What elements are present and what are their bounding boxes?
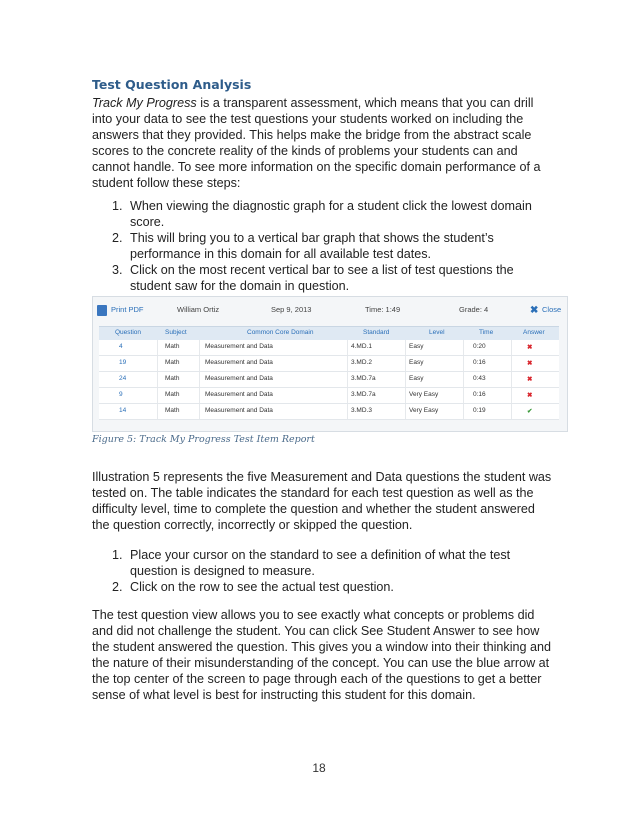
cell-time: 0:19: [473, 407, 486, 414]
cell-divider: [463, 340, 464, 355]
cell-divider: [405, 340, 406, 355]
check-mark-icon: ✔: [527, 408, 533, 415]
test-item-report: [92, 296, 568, 432]
cell-question[interactable]: 24: [119, 375, 127, 382]
cell-subject: Math: [165, 375, 180, 382]
cell-divider: [463, 404, 464, 419]
cell-divider: [157, 340, 158, 355]
figure-caption: Figure 5: Track My Progress Test Item Report: [92, 434, 315, 445]
cell-standard[interactable]: 3.MD.7a: [351, 391, 376, 398]
column-header[interactable]: Standard: [363, 329, 390, 336]
cell-divider: [347, 388, 348, 403]
close-icon[interactable]: ✖: [530, 305, 539, 316]
intro-text: is a transparent assessment, which means that you can drill into your data to see the test questions your students worked on including the answers that they provided. This helps make the bridge from the abstract scale scores to the concrete reality of the kinds of problems your students can and cannot handle. To see more information on the specific domain performance of a student follow these steps:: [92, 96, 541, 190]
cell-domain: Measurement and Data: [205, 391, 273, 398]
list-item: [112, 579, 552, 595]
table-row[interactable]: [99, 340, 559, 356]
cell-standard[interactable]: 3.MD.7a: [351, 375, 376, 382]
cell-divider: [157, 388, 158, 403]
list-text: When viewing the diagnostic graph for a student click the lowest domain score.: [130, 199, 532, 229]
table-header: [99, 326, 559, 341]
table-row[interactable]: [99, 388, 559, 404]
list-number: 2.: [112, 231, 123, 245]
cell-divider: [463, 372, 464, 387]
list-number: 2.: [112, 580, 123, 594]
section-heading: Test Question Analysis: [92, 77, 252, 92]
x-mark-icon: ✖: [527, 392, 533, 399]
page-number: 18: [312, 761, 326, 775]
column-header[interactable]: Answer: [523, 329, 545, 336]
cell-divider: [511, 372, 512, 387]
steps-list-2: [112, 547, 552, 595]
list-text: Click on the row to see the actual test question.: [130, 580, 394, 594]
cell-domain: Measurement and Data: [205, 343, 273, 350]
list-item: [112, 547, 552, 579]
cell-divider: [157, 356, 158, 371]
column-header[interactable]: Question: [115, 329, 142, 336]
cell-level: Easy: [409, 375, 424, 382]
cell-domain: Measurement and Data: [205, 407, 273, 414]
close-link[interactable]: Close: [542, 305, 562, 314]
cell-subject: Math: [165, 391, 180, 398]
cell-divider: [199, 388, 200, 403]
cell-divider: [199, 404, 200, 419]
list-item: [112, 198, 552, 230]
cell-subject: Math: [165, 407, 180, 414]
cell-divider: [199, 372, 200, 387]
student-name: William Ortiz: [177, 305, 220, 314]
cell-question[interactable]: 14: [119, 407, 127, 414]
table-row[interactable]: [99, 372, 559, 388]
list-item: [112, 230, 552, 262]
cell-level: Very Easy: [409, 391, 439, 398]
cell-domain: Measurement and Data: [205, 375, 273, 382]
cell-level: Very Easy: [409, 407, 439, 414]
cell-divider: [199, 356, 200, 371]
cell-divider: [511, 340, 512, 355]
cell-standard[interactable]: 4.MD.1: [351, 343, 372, 350]
grade: Grade: 4: [459, 305, 489, 314]
x-mark-icon: ✖: [527, 376, 533, 383]
cell-subject: Math: [165, 343, 180, 350]
cell-question[interactable]: 19: [119, 359, 127, 366]
steps-list-1: [112, 198, 552, 294]
cell-question[interactable]: 4: [119, 343, 123, 350]
list-text: Click on the most recent vertical bar to see a list of test questions the student saw for the domain in question.: [130, 263, 514, 293]
cell-question[interactable]: 9: [119, 391, 123, 398]
test-date: Sep 9, 2013: [271, 305, 312, 314]
cell-level: Easy: [409, 359, 424, 366]
cell-standard[interactable]: 3.MD.2: [351, 359, 372, 366]
cell-divider: [511, 388, 512, 403]
cell-divider: [347, 356, 348, 371]
list-text: This will bring you to a vertical bar graph that shows the student’s performance in this domain for all available test dates.: [130, 231, 494, 261]
table-row[interactable]: [99, 404, 559, 420]
column-header[interactable]: Common Core Domain: [247, 329, 314, 336]
list-number: 1.: [112, 199, 123, 213]
paragraph-test-question-view: The test question view allows you to see exactly what concepts or problems did and did not challenge the student. You can click See Student Answer to see how the student answered the question. This gives you a window into their thinking and the nature of their misunderstanding of the concept. You can use the blue arrow at the top center of the screen to page through each of the questions to get a better sense of what level is best for instructing this student for this domain.: [92, 608, 552, 702]
cell-divider: [511, 404, 512, 419]
column-header[interactable]: Level: [429, 329, 445, 336]
list-item: [112, 262, 552, 294]
cell-divider: [157, 372, 158, 387]
test-time: Time: 1:49: [365, 305, 401, 314]
list-number: 1.: [112, 548, 123, 562]
intro-paragraph: [92, 95, 554, 191]
product-name: Track My Progress: [92, 96, 197, 110]
cell-divider: [463, 356, 464, 371]
cell-time: 0:20: [473, 343, 486, 350]
pdf-icon[interactable]: [97, 305, 107, 316]
print-pdf-link[interactable]: Print PDF: [111, 305, 144, 314]
paragraph-illustration: Illustration 5 represents the five Measurement and Data questions the student was tested on. The table indicates the standard for each test question as well as the difficulty level, time to complete the question and whether the student answered the question correctly, incorrectly or skipped the question.: [92, 470, 552, 532]
cell-divider: [405, 372, 406, 387]
cell-time: 0:43: [473, 375, 486, 382]
cell-subject: Math: [165, 359, 180, 366]
cell-divider: [347, 372, 348, 387]
cell-time: 0:16: [473, 391, 486, 398]
table-row[interactable]: [99, 356, 559, 372]
cell-divider: [157, 404, 158, 419]
column-header[interactable]: Time: [479, 329, 494, 336]
list-text: Place your cursor on the standard to see a definition of what the test question is designed to measure.: [130, 548, 511, 578]
cell-divider: [347, 404, 348, 419]
report-toolbar: [93, 303, 567, 317]
x-mark-icon: ✖: [527, 360, 533, 367]
cell-divider: [199, 340, 200, 355]
cell-time: 0:16: [473, 359, 486, 366]
x-mark-icon: ✖: [527, 344, 533, 351]
cell-standard[interactable]: 3.MD.3: [351, 407, 372, 414]
cell-divider: [405, 388, 406, 403]
column-header[interactable]: Subject: [165, 329, 187, 336]
cell-level: Easy: [409, 343, 424, 350]
cell-divider: [405, 356, 406, 371]
cell-domain: Measurement and Data: [205, 359, 273, 366]
cell-divider: [463, 388, 464, 403]
cell-divider: [511, 356, 512, 371]
cell-divider: [347, 340, 348, 355]
list-number: 3.: [112, 263, 123, 277]
cell-divider: [405, 404, 406, 419]
